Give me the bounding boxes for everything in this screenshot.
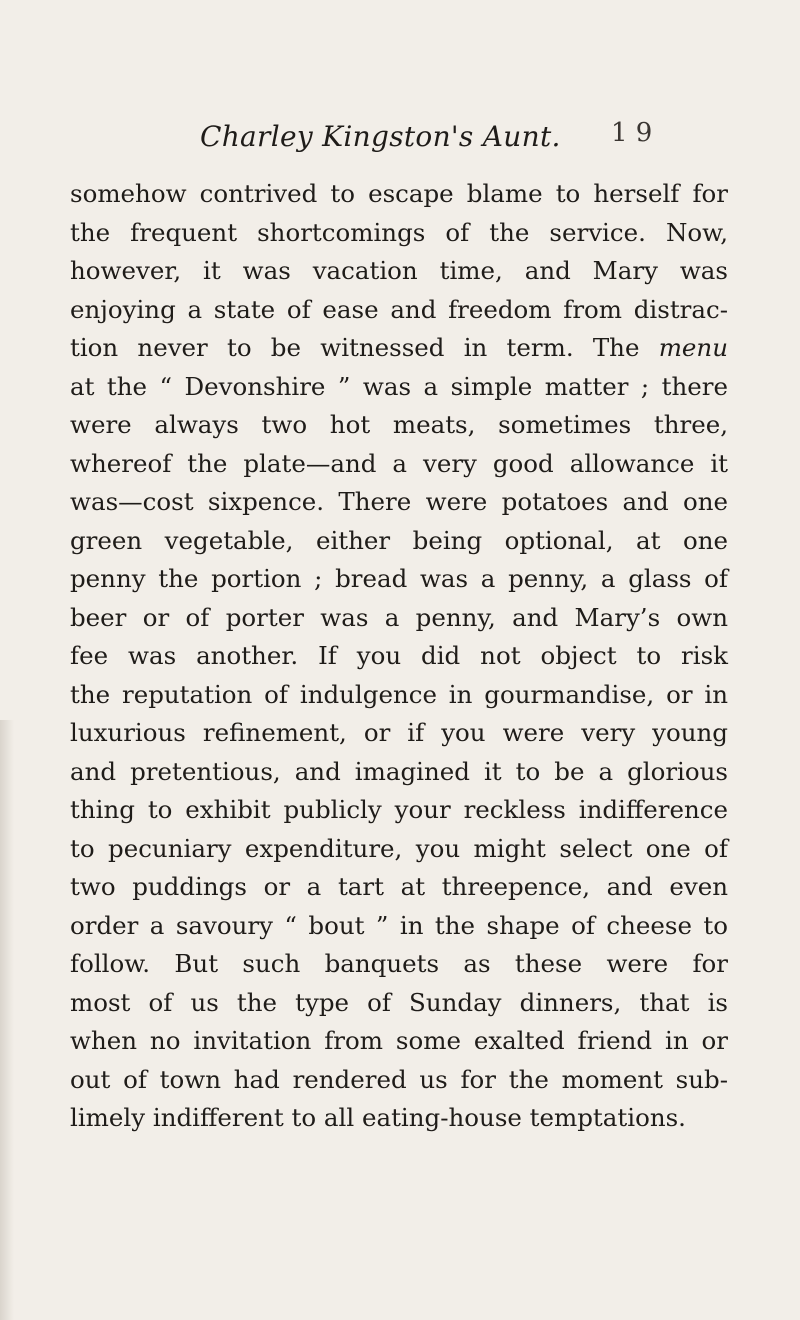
page-gutter-shadow [0,720,14,1320]
text-line: order a savoury “ bout ” in the shape of cheese to [70,910,728,940]
page-header [0,120,800,164]
text-line: to pecuniary expenditure, you might select one of [70,833,728,863]
page-number: 1 9 [611,118,653,148]
text-line: and pretentious, and imagined it to be a glorious [70,756,728,786]
text-line: green vegetable, either being optional, at one [70,525,728,555]
text-line: were always two hot meats, sometimes three, [70,410,728,439]
text-line: was—cost sixpence. There were potatoes and one [70,487,728,516]
text-line-segment: tion never to be witnessed in term. The [70,333,640,362]
body-text [70,175,728,1138]
text-line: most of us the type of Sunday dinners, that is [70,987,728,1017]
text-line: follow. But such banquets as these were for [70,949,728,978]
text-line: beer or of porter was a penny, and Mary’s own [70,602,728,632]
text-line: however, it was vacation time, and Mary was [70,256,728,285]
text-line: thing to exhibit publicly your reckless indifference [70,795,728,824]
text-line: somehow contrived to escape blame to herself for [70,179,728,208]
text-line: when no invitation from some exalted friend in or [70,1026,728,1055]
text-line [70,329,728,368]
text-line: penny the portion ; bread was a penny, a glass of [70,564,728,593]
text-line-last: limely indifferent to all eating-house temptations. [70,1103,686,1132]
italic-word-menu: menu [658,333,728,362]
text-line: the reputation of indulgence in gourmandise, or in [70,679,728,709]
text-line: two puddings or a tart at threepence, and even [70,872,728,901]
text-line: luxurious refinement, or if you were very young [70,718,728,747]
text-line: enjoying a state of ease and freedom from distrac- [70,294,728,324]
text-line: at the “ Devonshire ” was a simple matter ; there [70,371,728,401]
text-line: fee was another. If you did not object to risk [70,641,728,670]
text-line: the frequent shortcomings of the service. Now, [70,217,728,247]
text-line: whereof the plate—and a very good allowance it [70,448,728,478]
running-title: Charley Kingston's Aunt. [200,120,561,153]
text-line: out of town had rendered us for the moment sub- [70,1064,728,1094]
